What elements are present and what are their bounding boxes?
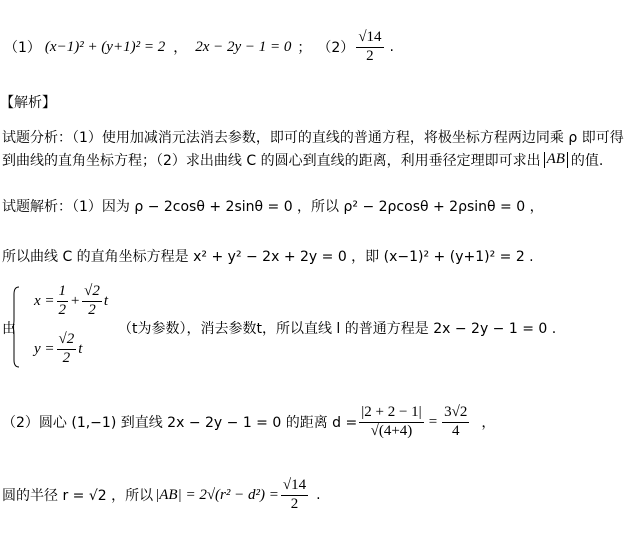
system-y-root-den: 2 xyxy=(62,349,71,366)
distance-fraction-num: |2 + 2 − 1| xyxy=(359,405,423,423)
answer-period: . xyxy=(389,39,394,56)
system-x-equation xyxy=(34,284,108,319)
answer-fraction-denominator: 2 xyxy=(366,47,374,64)
answer-part2-label: （2） xyxy=(317,40,355,57)
answer-fraction xyxy=(356,30,383,65)
radius-result-num: √14 xyxy=(281,478,308,496)
radius-result-den: 2 xyxy=(290,495,299,512)
answer-comma: ， xyxy=(173,40,188,57)
answer-line xyxy=(4,30,394,65)
system-x-root-frac xyxy=(82,284,102,319)
distance-fraction xyxy=(359,405,423,440)
distance-line xyxy=(2,405,495,440)
answer-line-equation: 2x − 2y − 1 = 0 xyxy=(195,38,292,55)
radius-end: . xyxy=(316,487,321,504)
system-y-equation xyxy=(34,332,82,367)
param-note: （t为参数），消去参数t，所以直线 l 的普通方程是 2x − 2y − 1 = 0 . xyxy=(118,321,557,337)
system-x-lhs: x = xyxy=(34,292,55,309)
radius-line xyxy=(2,478,321,513)
system-x-half-num: 1 xyxy=(57,284,69,302)
system-brace xyxy=(12,286,20,368)
analysis-ab-abs: AB xyxy=(544,152,568,168)
answer-fraction-numerator: √14 xyxy=(356,30,383,48)
system-x-root-num: √2 xyxy=(82,284,102,302)
system-x-plus: + xyxy=(70,292,81,309)
system-y-root-frac xyxy=(57,332,77,367)
distance-fraction-den: √(4+4) xyxy=(370,422,413,439)
analysis-line-2 xyxy=(2,150,603,170)
distance-result xyxy=(442,405,469,440)
system-x-root-den: 2 xyxy=(88,301,96,318)
solution-by: 由 xyxy=(2,321,16,337)
analysis-line-2-text: 到曲线的直角坐标方程；（2）求出曲线 C 的圆心到直线的距离，利用垂径定理即可求出 xyxy=(2,153,541,169)
analysis-line-2-end: 的值. xyxy=(570,153,604,169)
answer-part1-label: （1） xyxy=(4,40,41,57)
distance-result-den: 4 xyxy=(452,422,460,439)
solution-curve: 所以曲线 C 的直角坐标方程是 x² + y² − 2x + 2y = 0 ，即 (x−1)² + (y+1)² = 2 . xyxy=(2,249,534,265)
distance-end: ， xyxy=(481,415,496,432)
system-y-lhs: y = xyxy=(34,340,55,357)
solution-intro: 试题解析：（1）因为 ρ − 2cosθ + 2sinθ = 0 ，所以 ρ² − 2ρcosθ + 2ρsinθ = 0 ， xyxy=(2,199,544,215)
system-x-half xyxy=(57,284,69,319)
section-title: 【解析】 xyxy=(0,95,56,111)
distance-equals: = xyxy=(428,413,438,430)
analysis-line-1: 试题分析：（1）使用加减消元法消去参数，即可的直线的普通方程，将极坐标方程两边同乘 ρ 即可得 xyxy=(2,130,624,146)
answer-circle-equation: (x−1)² + (y+1)² = 2 xyxy=(44,38,166,55)
system-y-t: t xyxy=(78,340,83,357)
system-y-root-num: √2 xyxy=(57,332,77,350)
radius-result xyxy=(281,478,308,513)
radius-text: 圆的半径 r = √2 ，所以 xyxy=(2,488,154,505)
distance-result-num: 3√2 xyxy=(442,405,469,423)
distance-text: （2）圆心 (1,−1) 到直线 2x − 2y − 1 = 0 的距离 d = xyxy=(2,415,358,432)
answer-separator: ； xyxy=(297,40,312,57)
radius-ab-expression: |AB| = 2√(r² − d²) = xyxy=(155,486,279,503)
system-x-t: t xyxy=(103,292,109,309)
system-x-half-den: 2 xyxy=(58,301,67,318)
